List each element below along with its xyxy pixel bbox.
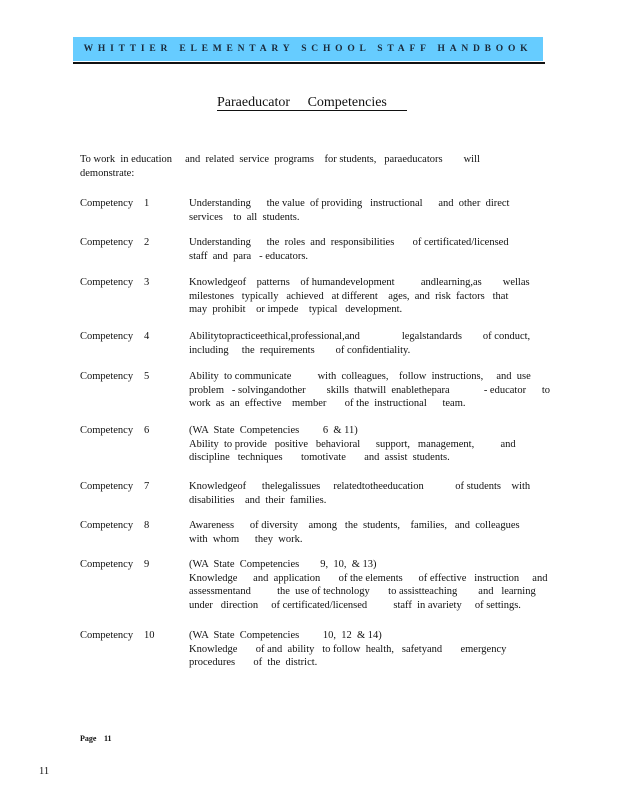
competency-description-line: problem - solvingandother skills thatwill enablethepara - educator to xyxy=(189,384,550,396)
competency-description-line: staff and para - educators. xyxy=(189,250,309,262)
competency-label: Competency xyxy=(80,198,134,209)
competency-number: 5 xyxy=(144,371,150,382)
competency-description xyxy=(189,519,549,546)
competency-label: Competency xyxy=(80,630,134,641)
competency-number: 1 xyxy=(144,198,150,209)
competency-description-line: under direction of certificated/licensed staff in avariety of settings. xyxy=(189,599,521,611)
competency-description xyxy=(189,197,549,224)
competency-label: Competency xyxy=(80,425,134,436)
competency-label: Competency xyxy=(80,331,134,342)
competency-description xyxy=(189,370,549,411)
footer-page-label: Page xyxy=(80,734,97,743)
intro-paragraph xyxy=(80,153,520,180)
competency-description-line: Awareness of diversity among the students, families, and colleagues xyxy=(189,520,520,531)
competency-description-line: (WA State Competencies 9, 10, & 13) xyxy=(189,559,377,570)
competency-number: 2 xyxy=(144,237,150,248)
competency-description xyxy=(189,480,549,507)
banner-divider xyxy=(73,62,545,64)
footer-page-number: 11 xyxy=(104,734,112,743)
competency-description-line: Knowledgeof patterns of humandevelopment andlearning,as wellas xyxy=(189,277,530,288)
competency-number: 9 xyxy=(144,559,150,570)
competency-description-line: assessmentand the use of technology to assistteaching and learning xyxy=(189,586,536,597)
competency-description-line: Abilitytopracticeethical,professional,and legalstandards of conduct, xyxy=(189,331,531,342)
competency-label: Competency xyxy=(80,237,134,248)
competency-description xyxy=(189,276,549,317)
competency-label: Competency xyxy=(80,559,134,570)
competency-label: Competency xyxy=(80,481,134,492)
intro-line: demonstrate: xyxy=(80,167,135,179)
competency-description-line: (WA State Competencies 6 & 11) xyxy=(189,425,358,436)
competency-number: 8 xyxy=(144,520,150,531)
competency-number: 3 xyxy=(144,277,150,288)
competency-number: 4 xyxy=(144,331,150,342)
competency-number: 6 xyxy=(144,425,150,436)
handbook-banner xyxy=(73,37,543,61)
competency-description xyxy=(189,558,549,612)
competency-description-line: services to all students. xyxy=(189,211,300,223)
competency-description-line: (WA State Competencies 10, 12 & 14) xyxy=(189,630,382,641)
competency-label: Competency xyxy=(80,371,134,382)
competency-label: Competency xyxy=(80,520,134,531)
competency-description-line: milestones typically achieved at different ages, and risk factors that xyxy=(189,290,509,302)
competency-description-line: disabilities and their families. xyxy=(189,494,327,506)
competency-description-line: Knowledge and application of the elements of effective instruction and xyxy=(189,572,548,584)
competency-description-line: Knowledge of and ability to follow health, safetyand emergency xyxy=(189,643,507,655)
competency-number: 7 xyxy=(144,481,150,492)
competency-description-line: Ability to provide positive behavioral support, management, and xyxy=(189,438,516,450)
competency-description-line: work as an effective member of the instructional team. xyxy=(189,398,466,409)
competency-description xyxy=(189,629,549,670)
competency-description-line: Understanding the value of providing instructional and other direct xyxy=(189,198,510,209)
competency-description-line: including the requirements of confidentiality. xyxy=(189,344,411,356)
competency-description-line: Understanding the roles and responsibilities of certificated/licensed xyxy=(189,237,509,248)
competency-description xyxy=(189,424,549,465)
competency-description xyxy=(189,236,549,263)
competency-description-line: procedures of the district. xyxy=(189,657,318,668)
competency-description-line: may prohibit or impede typical development. xyxy=(189,304,403,315)
competency-description-line: Knowledgeof thelegalissues relatedtotheeducation of students with xyxy=(189,481,531,492)
intro-line: To work in education and related service programs for students, paraeducators will xyxy=(80,154,480,165)
corner-page-number: 11 xyxy=(39,766,50,777)
competency-description-line: discipline techniques tomotivate and assist students. xyxy=(189,452,450,463)
competency-description-line: Ability to communicate with colleagues, follow instructions, and use xyxy=(189,371,531,382)
competency-description xyxy=(189,330,549,357)
competency-label: Competency xyxy=(80,277,134,288)
banner-text: WHITTIER ELEMENTARY SCHOOL STAFF HANDBOOK xyxy=(83,44,533,54)
competency-description-line: with whom they work. xyxy=(189,533,303,545)
page-title: Paraeducator Competencies xyxy=(217,95,407,111)
competency-number: 10 xyxy=(144,630,155,641)
